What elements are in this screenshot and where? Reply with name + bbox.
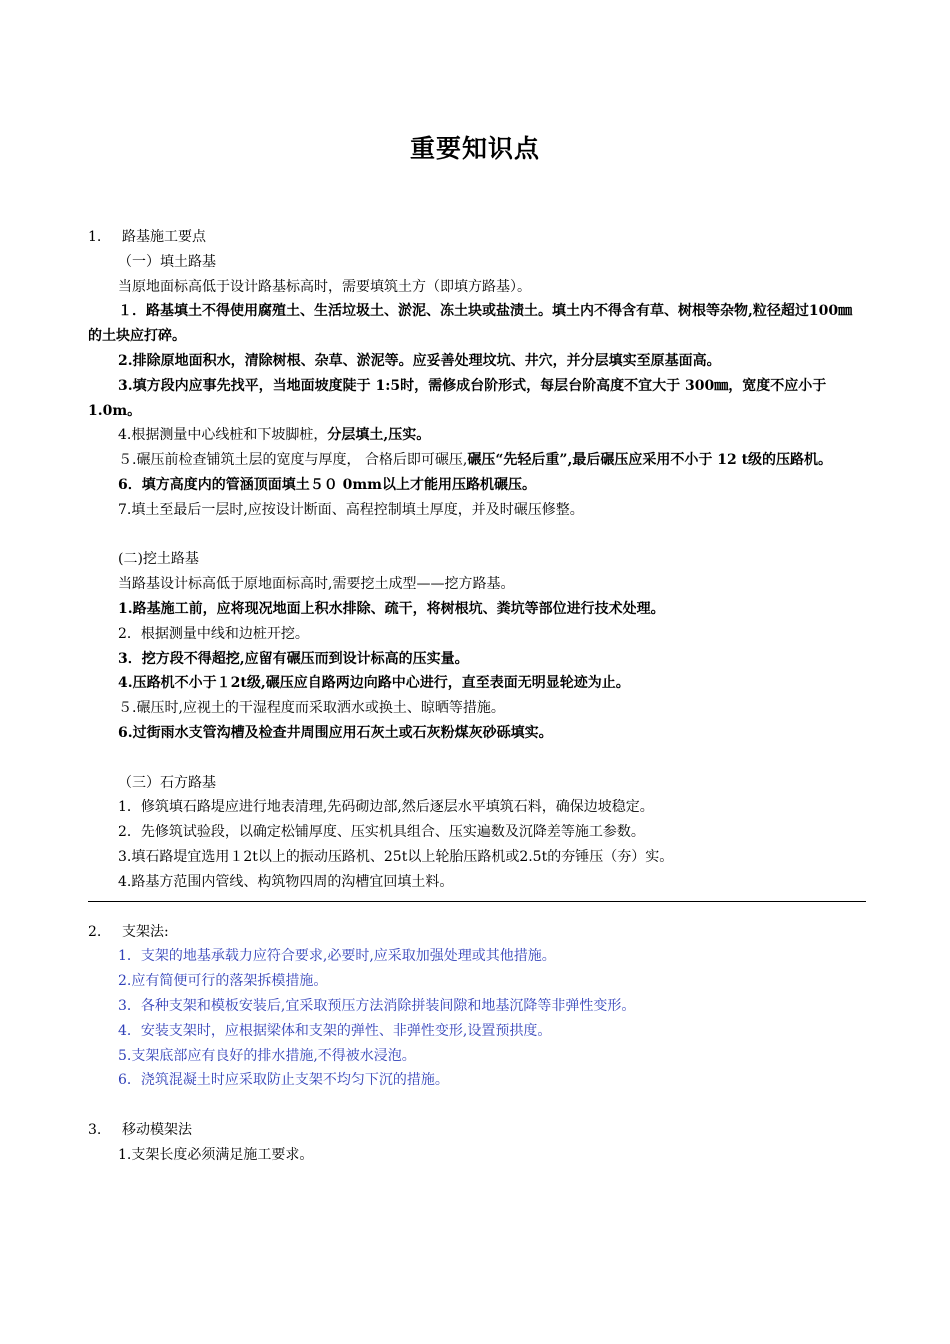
spacer (88, 1093, 866, 1118)
support-item-6: 6．浇筑混凝土时应采取防止支架不均匀下沉的措施。 (118, 1072, 449, 1089)
cut-item-6: 6.过街雨水支管沟槽及检查井周围应用石灰土或石灰粉煤灰砂砾填实。 (118, 724, 553, 741)
cut-item-2: 2．根据测量中线和边桩开挖。 (118, 625, 309, 642)
cut-subgrade-heading: (二)挖土路基 (118, 551, 199, 568)
fill-subgrade-heading: （一）填土路基 (118, 253, 216, 270)
rock-item-3: 3.填石路堤宜选用１2t以上的振动压路机、25t以上轮胎压路机或2.5t的夯锤压（夯）实。 (118, 848, 674, 865)
cut-item-4: 4.压路机不小于１2t级,碾压应自路两边向路中心进行，直至表面无明显轮迹为止。 (118, 675, 630, 692)
cut-item-1: 1.路基施工前，应将现况地面上积水排除、疏干，将树根坑、粪坑等部位进行技术处理。 (118, 600, 665, 617)
section-2-heading (88, 920, 866, 945)
fill-item-3: 3.填方段内应事先找平，当地面坡度陡于 1:5时，需修成台阶形式，每层台阶高度不宜大于 300㎜，宽度不应小于 1.0m。 (88, 377, 827, 419)
fill-item-7: 7.填土至最后一层时,应按设计断面、高程控制填土厚度，并及时碾压修整。 (118, 501, 584, 518)
section-3-title: 移动模架法 (122, 1121, 192, 1138)
fill-item-5-text: ５.碾压前检查铺筑土层的宽度与厚度， 合格后即可碾压, (118, 452, 468, 469)
section-1-heading (88, 225, 866, 250)
spacer (88, 746, 866, 771)
section-divider (88, 901, 866, 902)
fill-item-5 (88, 448, 866, 473)
fill-item-4-text: 4.根据测量中心线桩和下坡脚桩， (118, 427, 328, 444)
fill-item-1: １．路基填土不得使用腐殖土、生活垃圾土、淤泥、冻土块或盐渍土。填土内不得含有草、树根等杂物,粒径超过100㎜的土块应打碎。 (88, 303, 853, 345)
fill-item-6: 6．填方高度内的管涵顶面填土５０ 0mm以上才能用压路机碾压。 (118, 476, 536, 493)
rock-item-1: 1．修筑填石路堤应进行地表清理,先码砌边部,然后逐层水平填筑石料，确保边坡稳定。 (118, 799, 654, 816)
support-item-1: 1．支架的地基承载力应符合要求,必要时,应采取加强处理或其他措施。 (118, 948, 556, 965)
section-1-title: 路基施工要点 (122, 229, 206, 245)
fill-item-4-emphasis: 分层填土,压实。 (327, 427, 431, 444)
document-body (88, 225, 866, 1167)
page-title: 重要知识点 (409, 134, 540, 163)
cut-item-5: ５.碾压时,应视土的干湿程度而采取洒水或换土、晾晒等措施。 (118, 700, 505, 717)
section-2-title: 支架法: (122, 923, 169, 940)
cut-subgrade-intro: 当路基设计标高低于原地面标高时,需要挖土成型——挖方路基。 (118, 576, 515, 593)
rock-subgrade-heading: （三）石方路基 (118, 774, 216, 791)
support-item-2: 2.应有简便可行的落架拆模措施。 (118, 973, 328, 990)
fill-item-2: 2.排除原地面积水，清除树根、杂草、淤泥等。应妥善处理坟坑、井穴，并分层填实至原基面高。 (118, 352, 721, 369)
spacer (88, 523, 866, 548)
fill-item-5-emphasis: 碾压“先轻后重”,最后碾压应采用不小于 12 t级的压路机。 (467, 452, 833, 469)
rock-item-2: 2．先修筑试验段，以确定松铺厚度、压实机具组合、压实遍数及沉降差等施工参数。 (118, 824, 645, 841)
formwork-item-1: 1.支架长度必须满足施工要求。 (118, 1146, 314, 1163)
section-1-number: 1. (88, 229, 102, 245)
section-3-number: 3. (88, 1121, 102, 1138)
fill-item-4 (88, 423, 866, 448)
cut-item-3: 3．挖方段不得超挖,应留有碾压而到设计标高的压实量。 (118, 650, 469, 667)
section-2-number: 2. (88, 923, 102, 940)
support-item-5: 5.支架底部应有良好的排水措施,不得被水浸泡。 (118, 1047, 416, 1064)
rock-item-4: 4.路基方范围内管线、构筑物四周的沟槽宜回填土料。 (118, 873, 454, 890)
section-3-heading (88, 1118, 866, 1143)
fill-subgrade-intro: 当原地面标高低于设计路基标高时，需要填筑土方（即填方路基）。 (118, 278, 531, 295)
support-item-4: 4．安装支架时，应根据梁体和支架的弹性、非弹性变形,设置预拱度。 (118, 1022, 552, 1039)
support-item-3: 3．各种支架和模板安装后,宜采取预压方法消除拼装间隙和地基沉降等非弹性变形。 (118, 997, 636, 1014)
